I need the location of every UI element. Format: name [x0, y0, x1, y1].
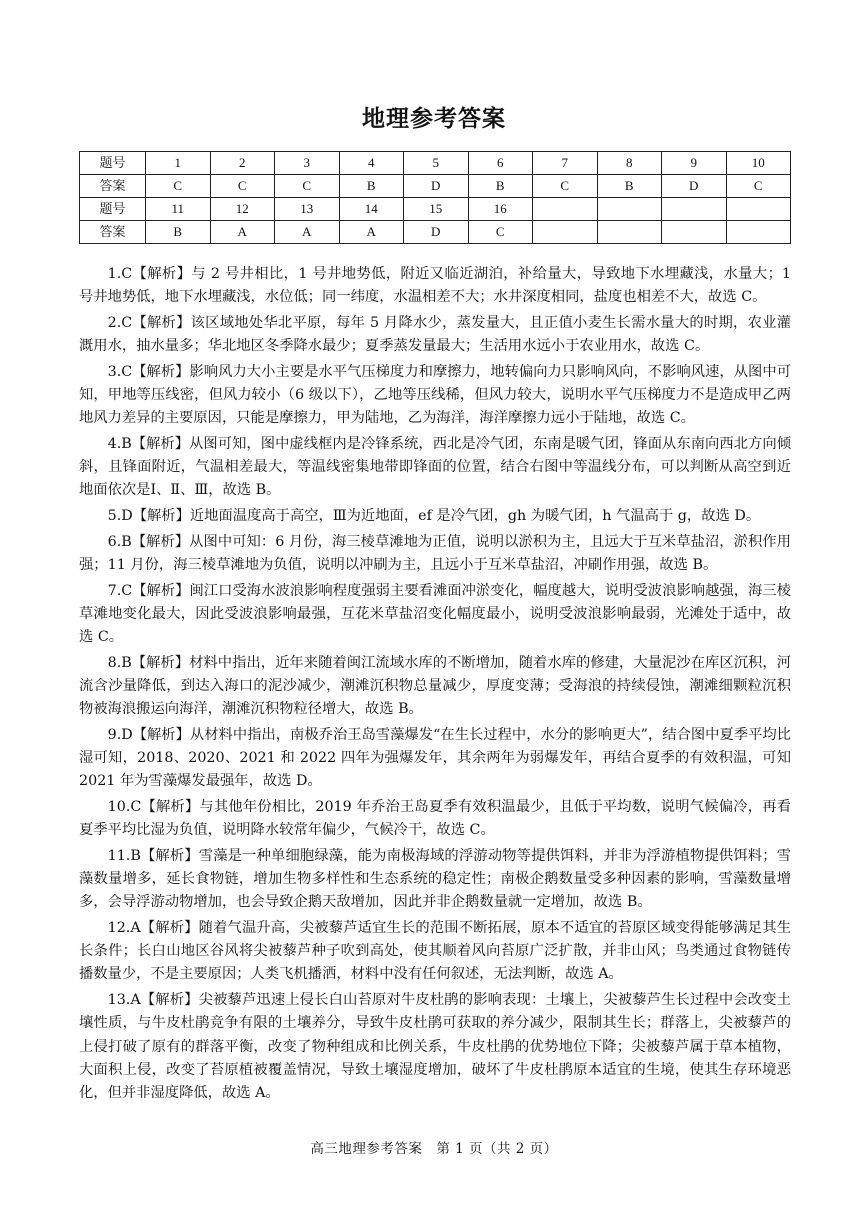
answer-table-row	[80, 152, 791, 175]
answer-cell: 1	[146, 152, 211, 175]
answer-cell: A	[275, 221, 340, 244]
answer-cell	[533, 198, 598, 221]
answer-cell: 14	[339, 198, 404, 221]
answer-cell: 13	[275, 198, 340, 221]
answer-cell	[662, 221, 727, 244]
answer-cell: C	[533, 175, 598, 198]
answer-cell: 12	[210, 198, 275, 221]
answer-table-row	[80, 221, 791, 244]
row-header: 答案	[80, 175, 146, 198]
answer-cell: 2	[210, 152, 275, 175]
answer-cell	[597, 221, 662, 244]
answer-cell: D	[662, 175, 727, 198]
answer-cell: A	[339, 221, 404, 244]
answer-table	[79, 151, 791, 244]
answer-cell	[726, 198, 791, 221]
explanation-paragraph: 6.B【解析】从图中可知：6 月份，海三棱草滩地为正值，说明以淤积为主，且远大于互米草盐沼，淤积作用强；11 月份，海三棱草滩地为负值，说明以冲刷为主，且远小于互米草盐沼，冲刷作用强，故选 B。	[79, 533, 791, 573]
page-footer: 高三地理参考答案 第 1 页（共 2 页）	[310, 1141, 558, 1157]
answer-cell: B	[146, 221, 211, 244]
row-header: 题号	[80, 198, 146, 221]
answer-cell: C	[210, 175, 275, 198]
answer-cell: C	[726, 175, 791, 198]
explanation-paragraph: 7.C【解析】闽江口受海水波浪影响程度强弱主要看滩面冲淤变化，幅度越大，说明受波浪影响越强，海三棱草滩地变化最大，因此受波浪影响最强，互花米草盐沼变化幅度最小，说明受波浪影响最弱，光滩处于适中，故选 C。	[79, 582, 791, 646]
answer-cell: D	[404, 221, 469, 244]
explanation-paragraph: 9.D【解析】从材料中指出，南极乔治王岛雪藻爆发“在生长过程中，水分的影响更大”，结合图中夏季平均比湿可知，2018、2020、2021 和 2022 四年为强爆发年，其余两年为弱爆发年，再结合夏季的有效积温，可知 2021 年为雪藻爆发最强年，故选 D。	[79, 726, 791, 790]
answer-table-row	[80, 198, 791, 221]
explanation-paragraph: 10.C【解析】与其他年份相比，2019 年乔治王岛夏季有效积温最少，且低于平均数，说明气候偏冷，再看夏季平均比湿为负值，说明降水较常年偏少，气候冷干，故选 C。	[79, 798, 791, 839]
answer-cell: 8	[597, 152, 662, 175]
explanation-paragraph: 5.D【解析】近地面温度高于高空，Ⅲ为近地面，ef 是冷气团，gh 为暖气团，h 气温高于 g，故选 D。	[107, 508, 761, 525]
answer-cell: 9	[662, 152, 727, 175]
explanations	[79, 263, 791, 1108]
explanation-paragraph: 3.C【解析】影响风力大小主要是水平气压梯度力和摩擦力，地转偏向力只影响风向，不影响风速，从图中可知，甲地等压线密，但风力较小（6 级以下），乙地等压线稀，但风力较大，说明水平气压梯度力不是造成甲乙两地风力差异的主要原因，只能是摩擦力，甲为陆地，乙为海洋，海洋摩擦力远小于陆地，故选 C。	[79, 363, 791, 427]
answer-cell: B	[468, 175, 533, 198]
explanation-paragraph: 12.A【解析】随着气温升高，尖被藜芦适宜生长的范围不断拓展，原本不适宜的苔原区域变得能够满足其生长条件；长白山地区谷风将尖被藜芦种子吹到高处，使其顺着风向苔原广泛扩散，并非山风；鸟类通过食物链传播数量少，不是主要原因；人类飞机播洒，材料中没有任何叙述，无法判断，故选 A。	[79, 919, 791, 983]
answer-cell: C	[275, 175, 340, 198]
answer-cell: C	[146, 175, 211, 198]
explanation-paragraph: 13.A【解析】尖被藜芦迅速上侵长白山苔原对牛皮杜鹃的影响表现：土壤上，尖被藜芦生长过程中会改变土壤性质，与牛皮杜鹃竞争有限的土壤养分，导致牛皮杜鹃可获取的养分减少，限制其生长；群落上，尖被藜芦的上侵打破了原有的群落平衡，改变了物种组成和比例关系，牛皮杜鹃的优势地位下降；尖被藜芦属于草本植物，大面积上侵，改变了苔原植被覆盖情况，导致土壤湿度增加，破坏了牛皮杜鹃原本适宜的生境，使其生存环境恶化，但并非湿度降低，故选 A。	[79, 992, 791, 1101]
explanation-paragraph: 1.C【解析】与 2 号井相比，1 号井地势低，附近又临近湖泊，补给量大，导致地下水埋藏浅，水量大；1 号井地势低，地下水埋藏浅，水位低；同一纬度，水温相差不大；水井深度相同，盐度也相差不大，故选 C。	[79, 266, 791, 306]
answer-cell: D	[404, 175, 469, 198]
answer-cell: C	[468, 221, 533, 244]
explanation-paragraph: 11.B【解析】雪藻是一种单细胞绿藻，能为南极海域的浮游动物等提供饵料，并非为浮游植物提供饵料；雪藻数量增多，延长食物链，增加生物多样性和生态系统的稳定性；南极企鹅数量受多种因素的影响，雪藻数量增多，会导浮游动物增加，也会导致企鹅天敌增加，因此并非企鹅数量就一定增加，故选 B。	[79, 847, 791, 911]
answer-cell: 5	[404, 152, 469, 175]
answer-cell: A	[210, 221, 275, 244]
answer-cell: 16	[468, 198, 533, 221]
answer-cell: 11	[146, 198, 211, 221]
explanation-paragraph: 4.B【解析】从图可知，图中虚线框内是冷锋系统，西北是冷气团，东南是暖气团，锋面从东南向西北方向倾斜，且锋面附近，气温相差最大，等温线密集地带即锋面的位置，结合右图中等温线分布，可以判断从高空到近地面依次是Ⅰ、Ⅱ、Ⅲ，故选 B。	[79, 435, 791, 499]
answer-cell: 15	[404, 198, 469, 221]
answer-cell: 4	[339, 152, 404, 175]
answer-cell: 3	[275, 152, 340, 175]
explanation-paragraph: 2.C【解析】该区域地处华北平原，每年 5 月降水少，蒸发量大，且正值小麦生长需水量大的时期，农业灌溉用水，抽水量多；华北地区冬季降水最少；夏季蒸发量最大；生活用水远小于农业用水，故选 C。	[79, 314, 791, 355]
answer-cell: 6	[468, 152, 533, 175]
explanation-paragraph: 8.B【解析】材料中指出，近年来随着闽江流域水库的不断增加，随着水库的修建，大量泥沙在库区沉积，河流含沙量降低，到达入海口的泥沙减少，潮滩沉积物总量减少，厚度变薄；受海浪的持续侵蚀，潮滩细颗粒沉积物被海浪搬运向海洋，潮滩沉积物粒径增大，故选 B。	[79, 654, 791, 718]
answer-table-row	[80, 175, 791, 198]
answer-cell	[533, 221, 598, 244]
page-title: 地理参考答案	[362, 105, 506, 132]
answer-cell: 7	[533, 152, 598, 175]
row-header: 题号	[80, 152, 146, 175]
answer-cell: 10	[726, 152, 791, 175]
row-header: 答案	[80, 221, 146, 244]
answer-cell: B	[597, 175, 662, 198]
answer-cell	[597, 198, 662, 221]
answer-cell	[726, 221, 791, 244]
answer-cell	[662, 198, 727, 221]
answer-cell: B	[339, 175, 404, 198]
